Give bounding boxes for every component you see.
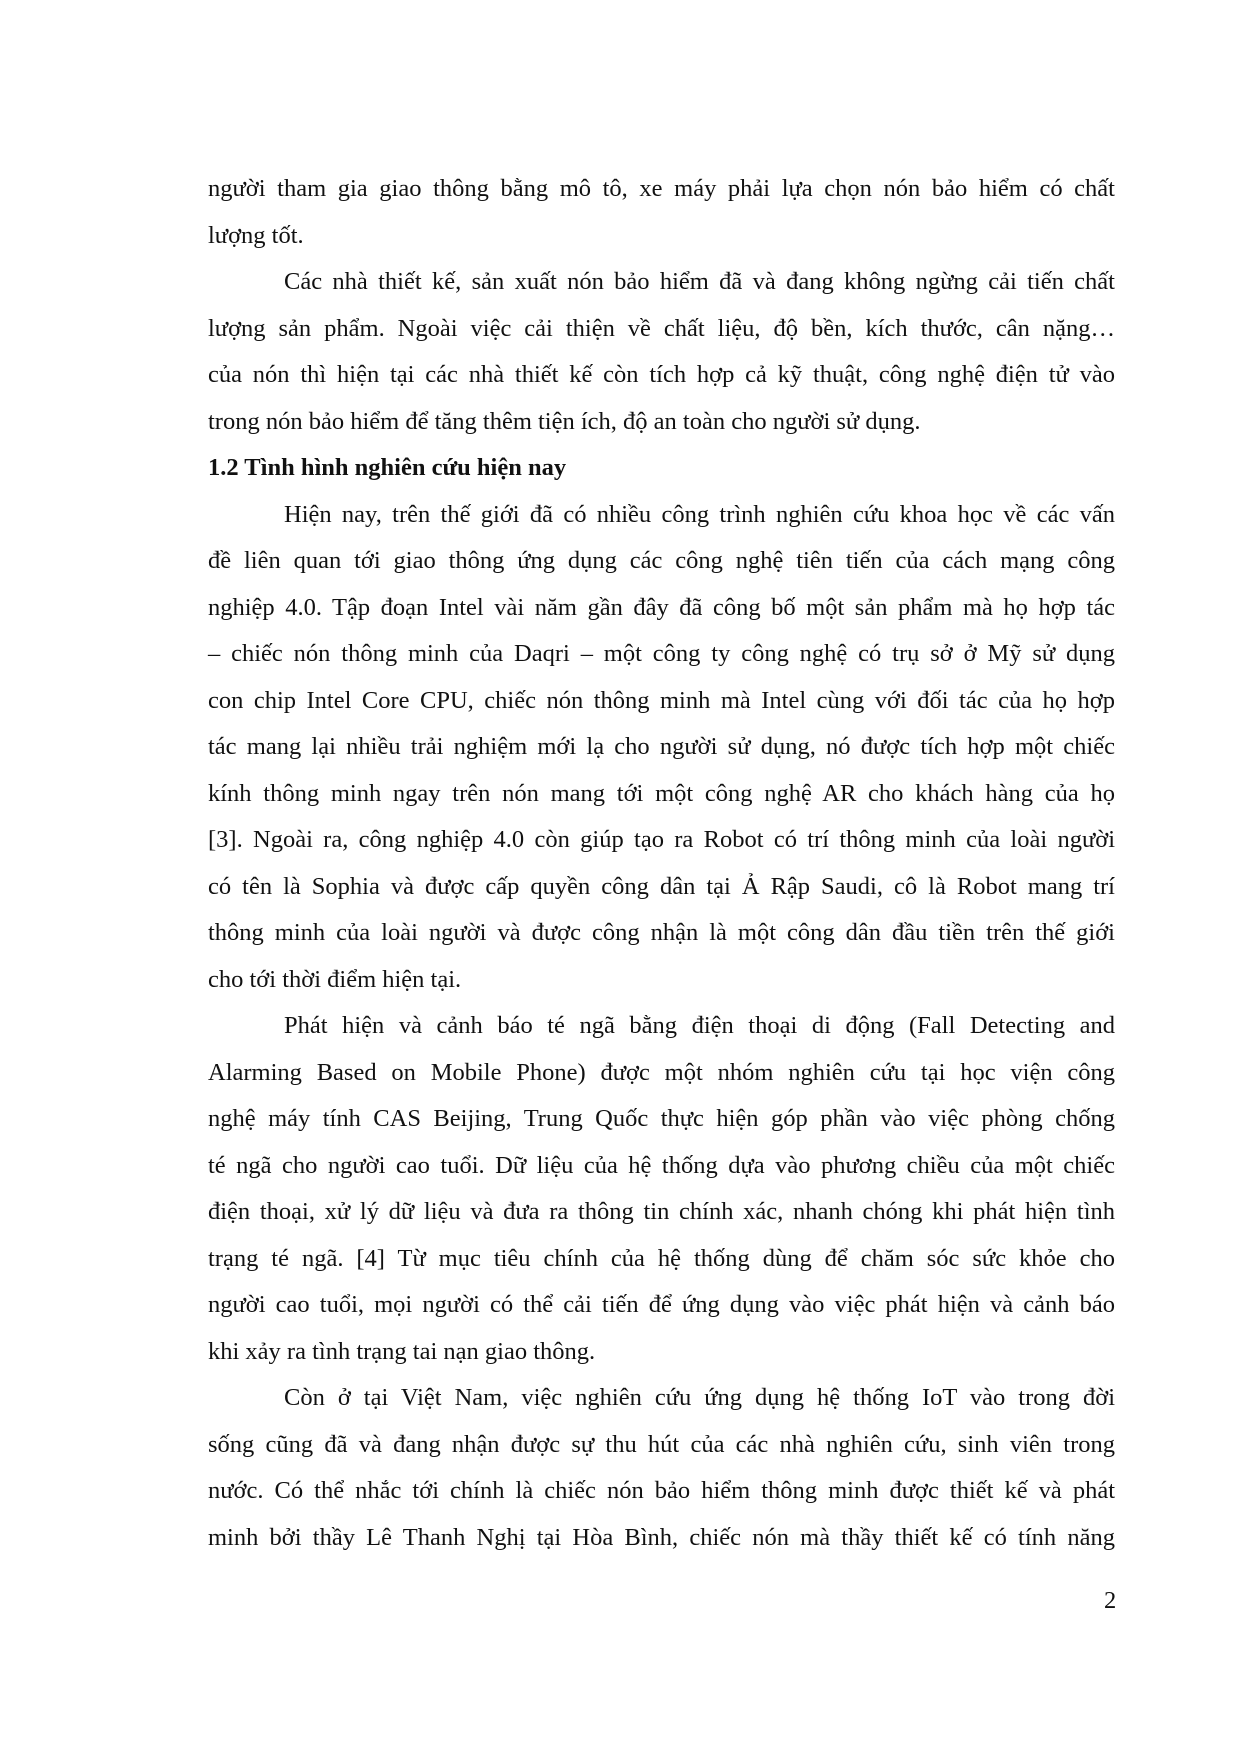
text-line: người tham gia giao thông bằng mô tô, xe máy phải lựa chọn nón bảo hiểm có chất (208, 175, 1115, 202)
text-line: con chip Intel Core CPU, chiếc nón thông minh mà Intel cùng với đối tác của họ hợp (208, 686, 1115, 714)
text-line: trong nón bảo hiểm để tăng thêm tiện ích, độ an toàn cho người sử dụng. (208, 407, 921, 435)
text-line: nghệ máy tính CAS Beijing, Trung Quốc thực hiện góp phần vào việc phòng chống (208, 1105, 1115, 1132)
text-line: Phát hiện và cảnh báo té ngã bằng điện thoại di động (Fall Detecting and (284, 1012, 1115, 1039)
text-line: [3]. Ngoài ra, công nghiệp 4.0 còn giúp tạo ra Robot có trí thông minh của loài người (208, 826, 1115, 853)
text-line: người cao tuổi, mọi người có thể cải tiến để ứng dụng vào việc phát hiện và cảnh báo (208, 1291, 1115, 1318)
page-number: 2 (1104, 1587, 1117, 1614)
text-line: đề liên quan tới giao thông ứng dụng các công nghệ tiên tiến của cách mạng công (208, 547, 1115, 574)
text-line: minh bởi thầy Lê Thanh Nghị tại Hòa Bình, chiếc nón mà thầy thiết kế có tính năng (208, 1523, 1115, 1551)
document-page (208, 166, 1115, 1561)
text-line: nghiệp 4.0. Tập đoạn Intel vài năm gần đây đã công bố một sản phẩm mà họ hợp tác (208, 593, 1115, 621)
text-line: khi xảy ra tình trạng tai nạn giao thông. (208, 1337, 596, 1365)
text-line: nước. Có thể nhắc tới chính là chiếc nón bảo hiểm thông minh được thiết kế và phát (208, 1477, 1115, 1504)
text-line: Còn ở tại Việt Nam, việc nghiên cứu ứng dụng hệ thống IoT vào trong đời (284, 1384, 1115, 1411)
text-line: tác mang lại nhiều trải nghiệm mới lạ cho người sử dụng, nó được tích hợp một chiếc (208, 733, 1115, 760)
text-line: thông minh của loài người và được công nhận là một công dân đầu tiền trên thế giới (208, 919, 1115, 946)
text-line: Các nhà thiết kế, sản xuất nón bảo hiểm đã và đang không ngừng cải tiến chất (284, 268, 1115, 295)
text-line: – chiếc nón thông minh của Daqri – một công ty công nghệ có trụ sở ở Mỹ sử dụng (208, 640, 1115, 667)
text-line: té ngã cho người cao tuổi. Dữ liệu của hệ thống dựa vào phương chiều của một chiếc (208, 1151, 1115, 1179)
text-line: lượng sản phẩm. Ngoài việc cải thiện về chất liệu, độ bền, kích thước, cân nặng… (208, 314, 1115, 342)
text-line: điện thoại, xử lý dữ liệu và đưa ra thông tin chính xác, nhanh chóng khi phát hiện tình (208, 1198, 1115, 1225)
text-line: cho tới thời điểm hiện tại. (208, 965, 462, 993)
text-line: Alarming Based on Mobile Phone) được một nhóm nghiên cứu tại học viện công (208, 1058, 1115, 1086)
text-line: sống cũng đã và đang nhận được sự thu hút của các nhà nghiên cứu, sinh viên trong (208, 1430, 1115, 1458)
text-line: của nón thì hiện tại các nhà thiết kế còn tích hợp cả kỹ thuật, công nghệ điện tử vào (208, 361, 1115, 388)
text-line: lượng tốt. (208, 221, 304, 249)
section-heading: 1.2 Tình hình nghiên cứu hiện nay (208, 454, 567, 481)
text-line: kính thông minh ngay trên nón mang tới một công nghệ AR cho khách hàng của họ (208, 779, 1115, 807)
text-line: Hiện nay, trên thế giới đã có nhiều công trình nghiên cứu khoa học về các vấn (284, 500, 1115, 528)
text-line: có tên là Sophia và được cấp quyền công dân tại Ả Rập Saudi, cô là Robot mang trí (208, 872, 1115, 900)
text-line: trạng té ngã. [4] Từ mục tiêu chính của hệ thống dùng để chăm sóc sức khỏe cho (208, 1244, 1115, 1272)
